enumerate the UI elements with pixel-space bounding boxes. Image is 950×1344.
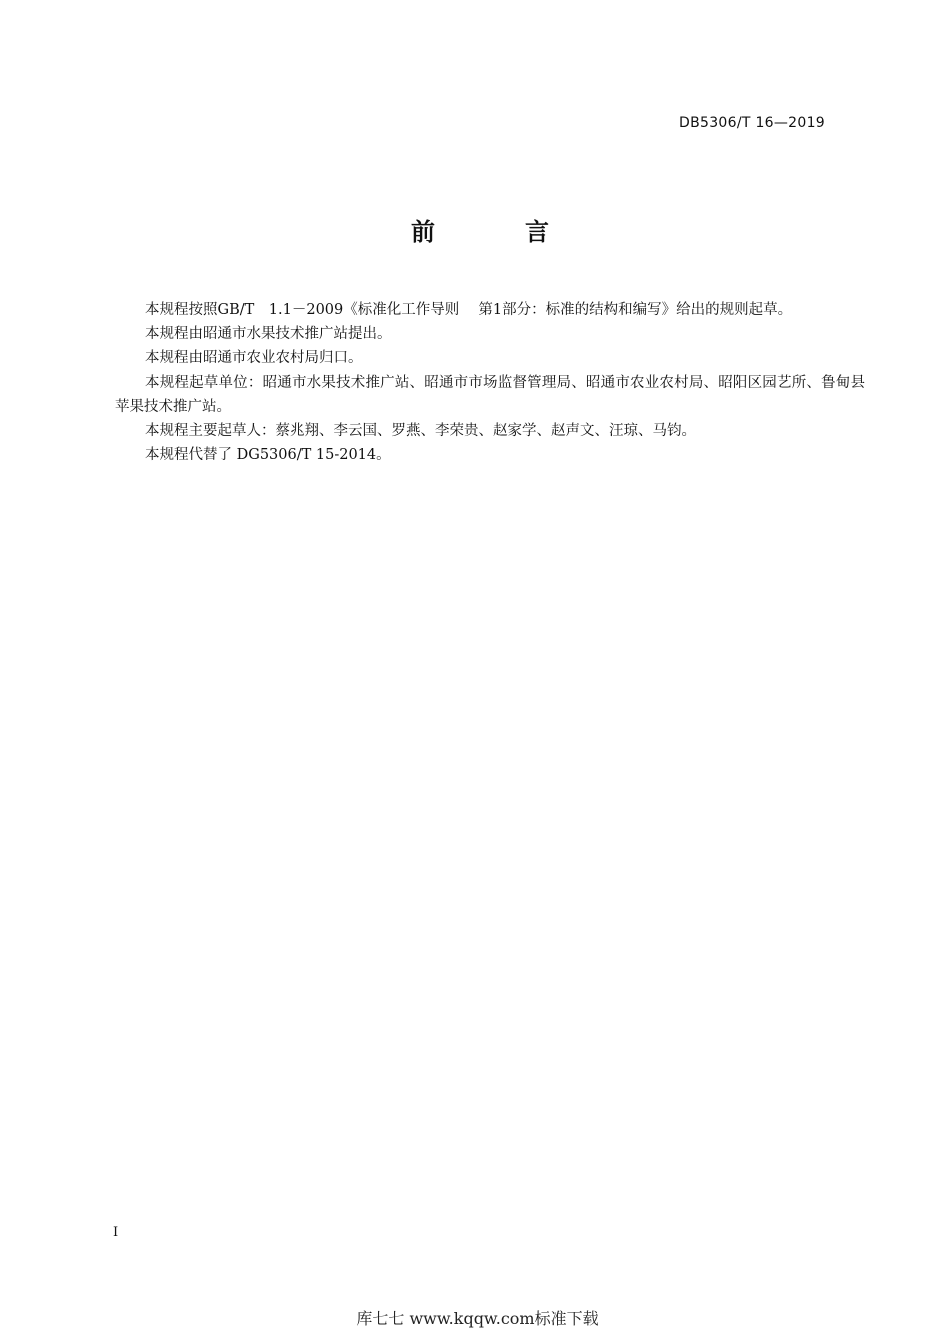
document-code: DB5306/T 16—2019 [679, 115, 825, 131]
paragraph-administrator: 本规程由昭通市农业农村局归口。 [145, 350, 363, 367]
title-char-2: 言 [525, 218, 549, 246]
watermark-text: 库七七 www.kqqw.com标准下载 [356, 1309, 599, 1328]
paragraph-proposer: 本规程由昭通市水果技术推广站提出。 [145, 326, 392, 343]
foreword-body [115, 298, 865, 467]
page-number: I [113, 1225, 119, 1240]
page-title [0, 212, 950, 247]
paragraph-drafters: 本规程主要起草人：蔡兆翔、李云国、罗燕、李荣贵、赵家学、赵声文、汪琼、马钧。 [145, 423, 696, 440]
paragraph-drafting-units: 本规程起草单位：昭通市水果技术推广站、昭通市市场监督管理局、昭通市农业农村局、昭阳区园艺所、鲁甸县苹果技术推广站。 [115, 374, 865, 415]
paragraph-replaces: 本规程代替了 DG5306/T 15-2014。 [145, 447, 391, 464]
paragraph-drafting-rules: 本规程按照GB/T 1.1－2009《标准化工作导则 第1部分：标准的结构和编写》给出的规则起草。 [145, 302, 793, 318]
title-char-1: 前 [411, 218, 435, 246]
